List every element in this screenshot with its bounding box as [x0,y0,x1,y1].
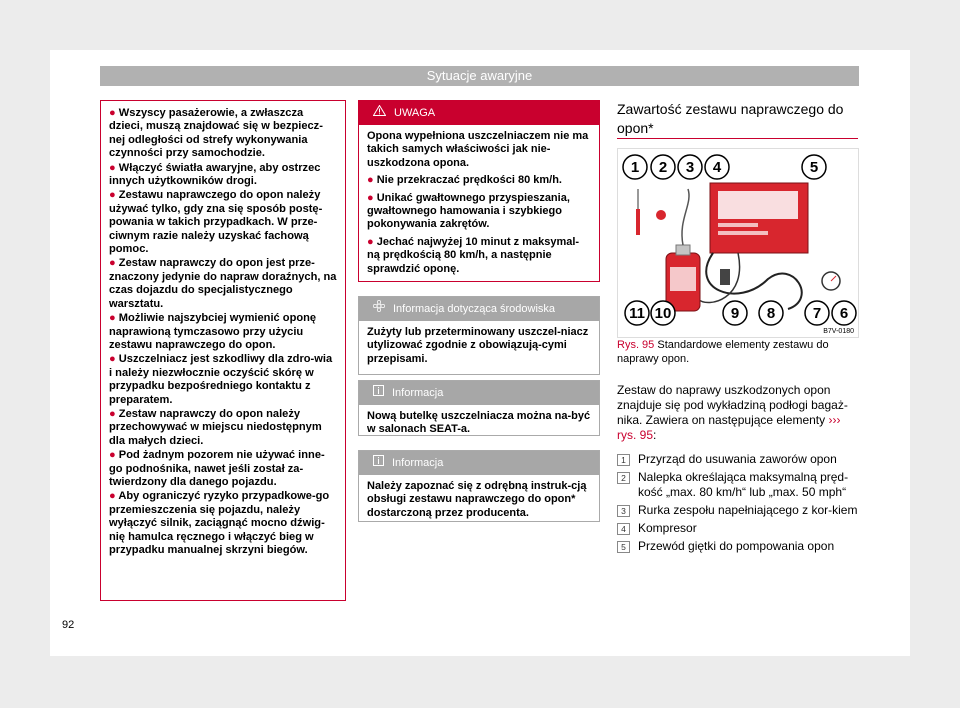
info-icon [373,381,384,405]
environment-header [359,297,599,321]
item-number: 4 [617,523,630,535]
environment-box [358,296,600,375]
info-header [359,451,599,475]
bullet-item: ● Zestawu naprawczego do opon należy używać tylko, gdy zna się sposób postę-powania w takich przypadkach. W prze-ciwnym razie należy uzyskać fachową pomoc. [109,189,323,256]
warning-header [359,101,599,125]
figure-label: 7 [812,305,822,322]
item-number: 3 [617,505,630,517]
figure-label: 11 [629,305,645,322]
info-title: Informacja [392,387,444,399]
info-box [358,450,600,522]
repair-kit-figure [617,148,859,338]
figure-label: 6 [839,305,849,322]
info-header [359,381,599,405]
leaf-icon [373,297,385,321]
warning-intro: Opona wypełniona uszczelniaczem nie ma takich samych właściwości jak nie-uszkodzona opona. [367,130,589,169]
figure-ref: Rys. 95 [617,339,655,351]
bullet-item: ● Unikać gwałtownego przyspieszania, gwałtownego hamowania i szybkiego pokonywania zakrętów. [367,191,570,231]
list-item: 4 Kompresor [617,521,859,536]
item-number: 5 [617,541,630,553]
bullet-item: ● Zestaw naprawczy do opon jest prze-znaczony jedynie do napraw doraźnych, na czas dojazdu do specjalistycznego warsztatu. [109,257,337,310]
list-item: 2 Nalepka określająca maksymalną pręd-kość „max. 80 km/h“ lub „max. 50 mph“ [617,470,859,500]
bullet-item: ● Wszyscy pasażerowie, a zwłaszcza dzieci, muszą znajdować się w bezpiecz-nej odległości od strefy wykonywania czynności przy samochodzie. [109,107,323,160]
bullet-item: ● Pod żadnym pozorem nie używać inne-go podnośnika, nawet jeśli został za-twierdzony dla danego pojazdu. [109,449,325,488]
repair-kit-illustration [618,149,858,337]
bullet-item: ● Włączyć światła awaryjne, aby ostrzec innych użytkowników drogi. [109,161,321,188]
component-list [617,452,859,557]
list-item: 3 Rurka zespołu napełniającego z kor-kiem [617,503,859,518]
info-text: Należy zapoznać się z odrębną instruk-cją obsługi zestawu naprawczego do opon* dostarczoną przez producenta. [367,480,587,519]
figure-label: 1 [630,159,640,176]
warning-title: UWAGA [394,107,436,119]
item-number: 2 [617,472,630,484]
figure-label: 2 [658,159,668,176]
figure-code: B7V-0180 [823,328,854,335]
caption-text: Standardowe elementy zestawu do naprawy opon. [617,339,829,365]
list-item: 1 Przyrząd do usuwania zaworów opon [617,452,859,467]
info-icon [373,451,384,475]
safety-warning-box [100,100,346,601]
bullet-item: ● Zestaw naprawczy do opon należy przechowywać w miejscu niedostępnym dla małych dzieci. [109,407,322,447]
figure-label: 4 [712,159,722,176]
item-number: 1 [617,454,630,466]
environment-text: Zużyty lub przeterminowany uszczel-niacz utylizować zgodnie z obowiązują-cymi przepisami. [367,326,589,365]
environment-title: Informacja dotycząca środowiska [393,303,556,315]
section-divider [617,138,858,139]
warning-box [358,100,600,282]
figure-label: 3 [685,159,695,176]
warning-triangle-icon [373,101,386,125]
bullet-item: ● Jechać najwyżej 10 minut z maksymal-ną prędkością 80 km/h, a następnie sprawdzić oponę. [367,235,580,275]
bullet-item: ● Uszczelniacz jest szkodliwy dla zdro-wia i należy niezwłocznie oczyścić skórę w przypadku bezpośredniego kontaktu z preparatem. [109,353,333,406]
figure-label: 5 [809,159,819,176]
figure-link[interactable]: ››› rys. 95 [617,413,841,442]
figure-label: 10 [654,305,672,322]
figure-caption [617,339,859,366]
page-header: Sytuacje awaryjne [100,66,859,86]
info-box [358,380,600,436]
info-text: Nową butelkę uszczelniacza można na-być w salonach SEAT-a. [367,410,591,436]
bullet-item: ● Nie przekraczać prędkości 80 km/h. [367,174,562,187]
figure-label: 9 [730,305,740,322]
section-body: Zestaw do naprawy uszkodzonych opon znajduje się pod wykładziną podłogi bagaż-nika. Zawiera on następujące elementy ››› rys. 95: [617,383,848,442]
page-number: 92 [62,619,75,631]
info-title: Informacja [392,457,444,469]
section-title: Zawartość zestawu naprawczego do opon* [617,101,844,136]
bullet-item: ● Możliwie najszybciej wymienić oponę naprawioną tymczasowo przy użyciu zestawu naprawczego do opon. [109,312,317,351]
list-item: 5 Przewód giętki do pompowania opon [617,539,859,554]
bullet-item: ● Aby ograniczyć ryzyko przypadkowe-go przemieszczenia się pojazdu, należy wyłączyć silnik, zaciągnąć mocno dźwig-nię hamulca ręcznego i włączyć bieg w przypadku manualnej skrzyni biegów. [109,490,330,556]
figure-label: 8 [766,305,776,322]
